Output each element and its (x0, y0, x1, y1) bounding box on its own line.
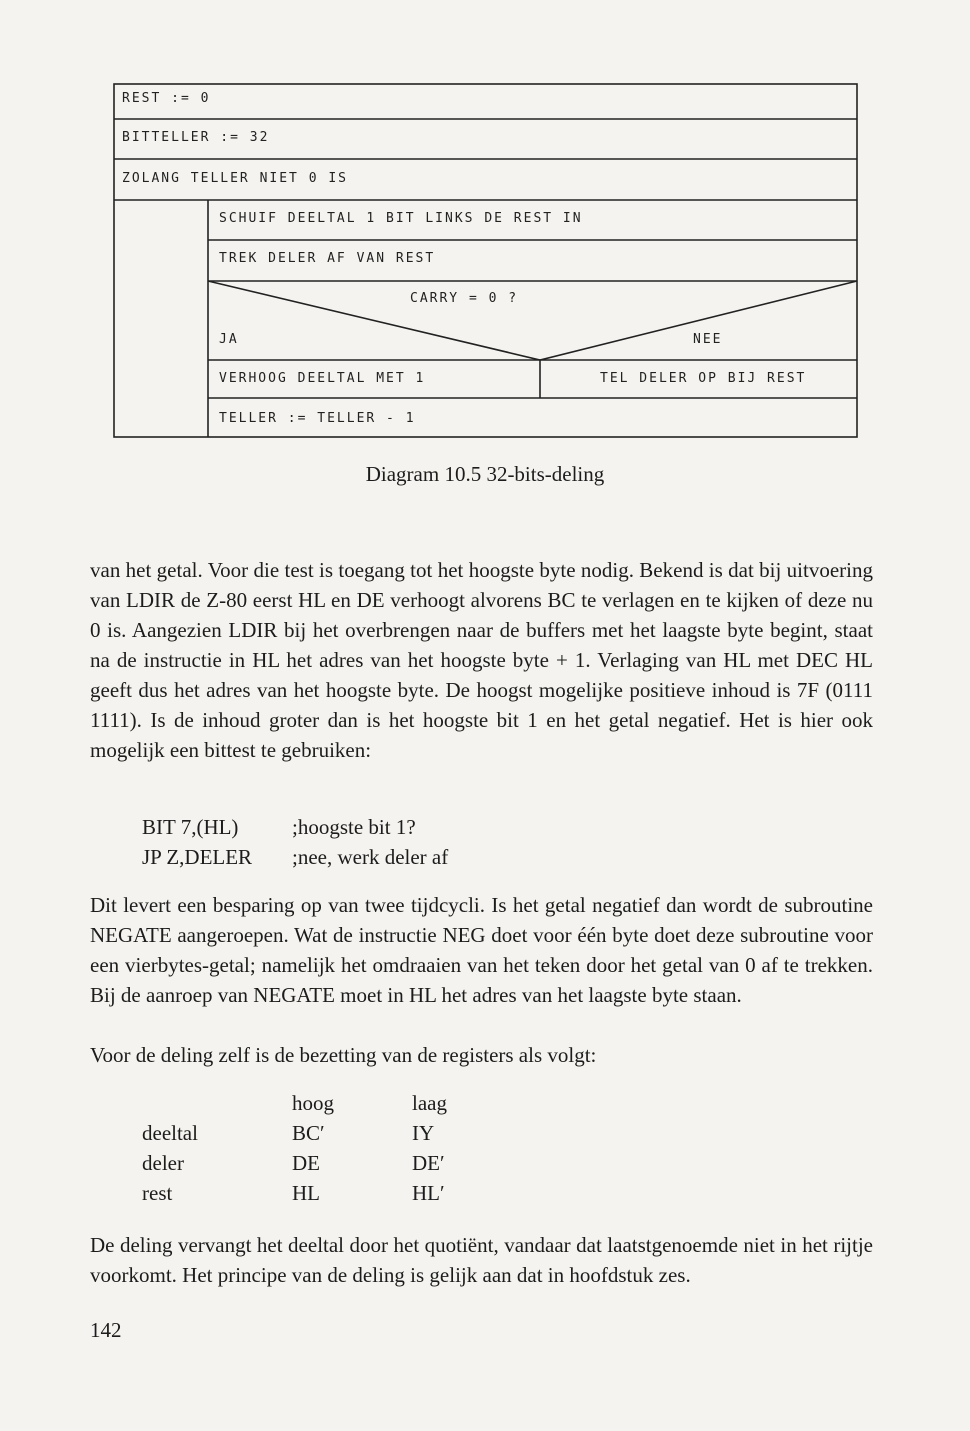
register-row-name: deeltal (142, 1121, 198, 1145)
diagram-no-label: NEE (693, 332, 723, 347)
paragraph-1 (90, 555, 873, 765)
register-row-laag: HL′ (412, 1181, 445, 1205)
decision-triangle (208, 281, 857, 360)
code-line-2-instruction: JP Z,DELER (142, 845, 253, 869)
diagram-while-loop: ZOLANG TELLER NIET 0 IS (122, 171, 349, 186)
paragraph-3-text: Voor de deling zelf is de bezetting van de registers als volgt: (90, 1043, 597, 1067)
diagram-subtract-step: TREK DELER AF VAN REST (219, 251, 436, 266)
diagram-decrement-step: TELLER := TELLER - 1 (219, 411, 416, 426)
register-row-laag: DE′ (412, 1151, 445, 1175)
diagram-yes-label: JA (219, 332, 239, 347)
diagram-no-action: TEL DELER OP BIJ REST (600, 371, 807, 386)
diagram-rest-init: REST := 0 (122, 91, 211, 106)
paragraph-3 (90, 1040, 873, 1070)
register-row-hoog: HL (292, 1181, 320, 1205)
diagram-yes-action: VERHOOG DEELTAL MET 1 (219, 371, 426, 386)
diagram-condition: CARRY = 0 ? (410, 291, 519, 306)
paragraph-4 (90, 1230, 873, 1290)
paragraph-2-text: Dit levert een besparing op van twee tijdcycli. Is het getal negatief dan wordt de subroutine NEGATE aangeroepen. Wat de instructie NEG doet voor één byte doet deze subroutine voor een vierbytes-getal; namelijk het omdraaien van het teken door het getal van 0 af te trekken. Bij de aanroep van NEGATE moet in HL het adres van het laagste byte staan. (90, 893, 873, 1007)
paragraph-2 (90, 890, 873, 1010)
register-row-hoog: BC′ (292, 1121, 325, 1145)
diagram-bitteller-init: BITTELLER := 32 (122, 130, 270, 145)
code-line-1-comment: ;hoogste bit 1? (292, 815, 416, 839)
paragraph-4-text: De deling vervangt het deeltal door het quotiënt, vandaar dat laatstgenoemde niet in het rijtje voorkomt. Het principe van de deling is gelijk aan dat in hoofdstuk zes. (90, 1233, 873, 1287)
page-number: 142 (90, 1318, 122, 1342)
code-line-1-instruction: BIT 7,(HL) (142, 815, 239, 839)
register-row-name: rest (142, 1181, 173, 1205)
register-header-laag: laag (412, 1091, 447, 1115)
diagram-shift-step: SCHUIF DEELTAL 1 BIT LINKS DE REST IN (219, 211, 583, 226)
code-line-2-comment: ;nee, werk deler af (292, 845, 449, 869)
paragraph-1-text: van het getal. Voor die test is toegang tot het hoogste byte nodig. Bekend is dat bij uitvoering van LDIR de Z-80 eerst HL en DE verhoogt alvorens BC te verlagen en te kijken of deze nu 0 is. Aangezien LDIR bij het overbrengen naar de buffers met het laagste byte begint, staat na de instructie in HL het adres van het hoogste byte + 1. Verlaging van HL met DEC HL geeft dus het adres van het hoogste byte. De hoogst mogelijke positieve inhoud is 7F (0111 1111). Is de inhoud groter dan is het hoogste bit 1 en het getal negatief. Het is hier ook mogelijk een bittest te gebruiken: (90, 558, 873, 762)
register-header-hoog: hoog (292, 1091, 334, 1115)
diagram-caption: Diagram 10.5 32-bits-deling (365, 462, 605, 486)
register-row-hoog: DE (292, 1151, 320, 1175)
register-row-laag: IY (412, 1121, 435, 1145)
register-row-name: deler (142, 1151, 184, 1175)
